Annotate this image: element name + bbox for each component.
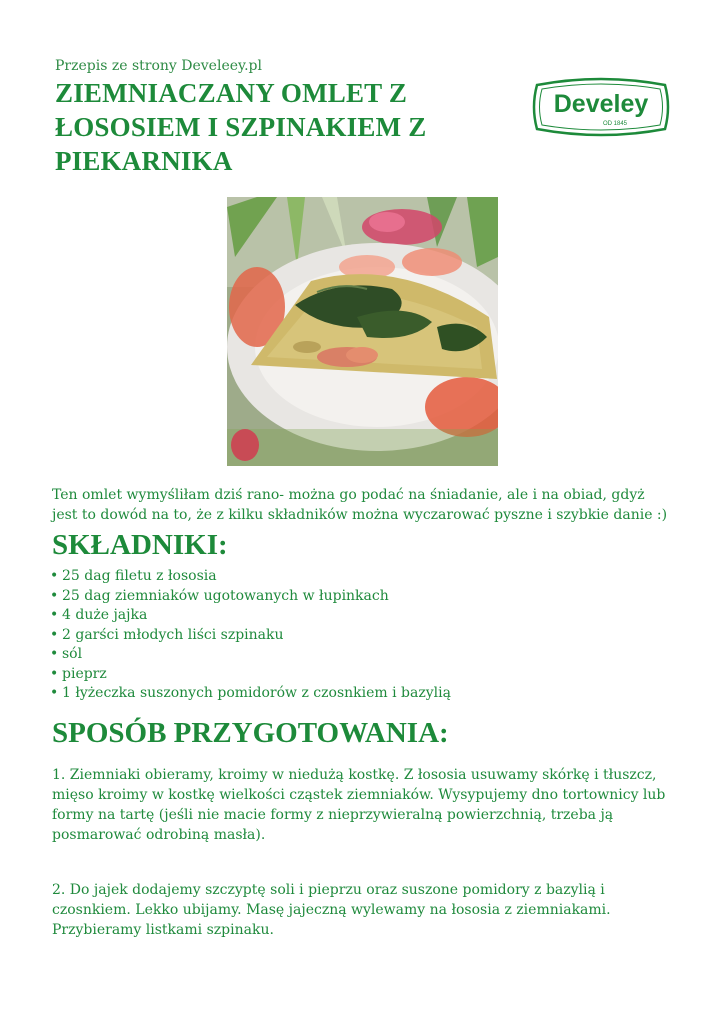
preparation-heading: SPOSÓB PRZYGOTOWANIA: <box>52 717 449 749</box>
list-item: • 25 dag ziemniaków ugotowanych w łupinkach <box>50 587 451 607</box>
omelette-photo <box>227 197 498 466</box>
list-item: • 1 łyżeczka suszonych pomidorów z czosnkiem i bazylią <box>50 684 451 704</box>
recipe-title: ZIEMNIACZANY OMLET Z ŁOSOSIEM I SZPINAKIEM Z PIEKARNIKA <box>55 78 427 176</box>
bullet-icon: • <box>50 607 59 623</box>
list-item: • sól <box>50 645 451 665</box>
preparation-step-1: 1. Ziemniaki obieramy, kroimy w niedużą kostkę. Z łososia usuwamy skórkę i tłuszcz, mięso kroimy w kostkę wielkości cząstek ziemniaków. Wysypujemy dno tortownicy lub formy na tartę (jeśli nie macie formy z nieprzywieralną powierzchnią, trzeba ją posmarować odrobiną masła). <box>52 767 666 843</box>
list-item: • 25 dag filetu z łososia <box>50 567 451 587</box>
intro-paragraph: Ten omlet wymyśliłam dziś rano- można go podać na śniadanie, ale i na obiad, gdyż jest to dowód na to, że z kilku składników można wyczarować pyszne i szybkie danie :) <box>52 487 668 523</box>
list-item: • pieprz <box>50 665 451 685</box>
logo-subtext: OD 1845 <box>602 121 628 127</box>
ingredients-heading: SKŁADNIKI: <box>52 529 228 561</box>
bullet-icon: • <box>50 665 59 682</box>
bullet-icon: • <box>50 587 59 604</box>
bullet-icon: • <box>50 685 59 701</box>
source-line: Przepis ze strony Develeey.pl <box>55 58 262 74</box>
ingredients-list <box>50 567 451 704</box>
develey-logo <box>531 75 671 139</box>
preparation-step-2: 2. Do jajek dodajemy szczyptę soli i pieprzu oraz suszone pomidory z bazylią i czosnkiem. Lekko ubijamy. Masę jajeczną wylewamy na łososia z ziemniakami. Przybieramy listkami szpinaku. <box>52 882 611 938</box>
list-item: • 2 garści młodych liści szpinaku <box>50 626 451 646</box>
logo-wordmark: Develey <box>553 90 649 118</box>
bullet-icon: • <box>50 626 59 643</box>
bullet-icon: • <box>50 568 59 584</box>
bullet-icon: • <box>50 646 59 662</box>
list-item: • 4 duże jajka <box>50 606 451 626</box>
